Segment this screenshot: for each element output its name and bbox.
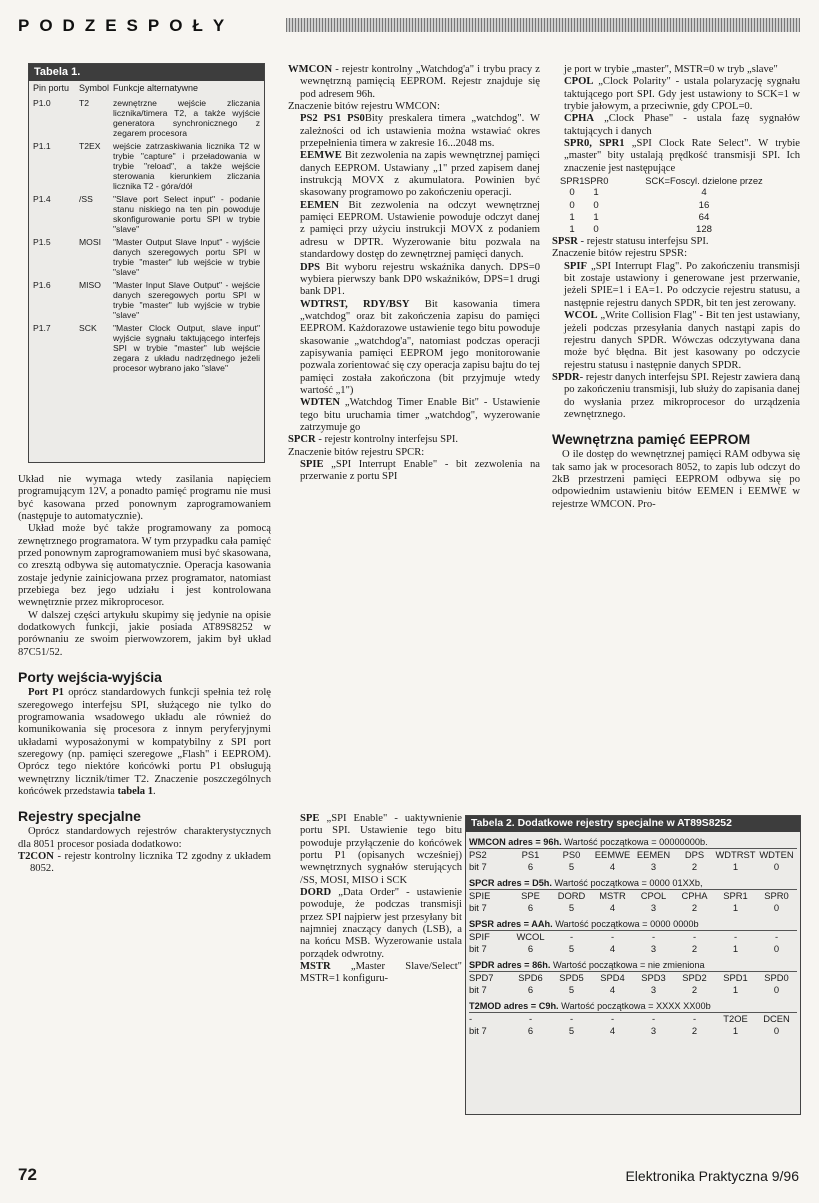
table-1-desc: "Master Output Slave Input" - wyjście danych szeregowych portu SPI w trybie "master" lub wejście w trybie "slave"	[113, 237, 260, 277]
table-1-pin: P1.0	[33, 98, 51, 108]
bit-number: 1	[732, 1025, 739, 1036]
bit-number: 0	[773, 943, 780, 954]
term: WDTRST, RDY/BSY	[300, 298, 410, 310]
bit-number: 6	[527, 1025, 534, 1036]
table-1-desc: "Master Input Slave Output" - wejście danych szeregowych portu SPI w trybie "master" lub wyjście w trybie "slave"	[113, 280, 260, 320]
paragraph	[288, 150, 540, 199]
term: EEMWE	[300, 150, 342, 162]
table-row	[29, 323, 264, 373]
spr-cell: 1	[569, 211, 575, 223]
table-row	[29, 194, 264, 234]
paragraph	[18, 687, 271, 798]
bit-number: bit 7	[469, 984, 487, 995]
text: Bit kasowania timera „watchdog" oraz bit zakończenia zapisu do pamięci EEPROM. Każdorazowe ustawienie tego bitu powoduje skasowanie „watchdog'a", natomiast podczas operacji zapisywania pamięci EEPROM jego monitorowanie pozwala zorientować się czy operacja zapisu bajtu do tej pamięci została zakończona (bit przyjmuje wtedy wartość „1")	[300, 298, 541, 396]
bit-number: bit 7	[469, 861, 487, 872]
paragraph	[288, 262, 540, 299]
table-1-pin: P1.6	[33, 280, 51, 290]
register-block-spcr	[469, 877, 797, 914]
bit-name: -	[692, 1013, 697, 1024]
spr-header-cell: SCK=Foscyl. dzielone przez	[645, 175, 763, 187]
paragraph	[288, 961, 462, 986]
table-1-header-pin: Pin portu	[33, 83, 70, 93]
paragraph	[288, 397, 540, 434]
spr-table-row	[560, 224, 800, 236]
register-bit-names	[469, 931, 797, 943]
table-row	[29, 280, 264, 320]
paragraph	[288, 64, 540, 101]
bit-number: 4	[609, 984, 616, 995]
bit-number: 0	[773, 861, 780, 872]
bit-number: bit 7	[469, 943, 487, 954]
article-column-2	[288, 64, 540, 484]
spr-header-cell: SPR1	[560, 175, 585, 187]
table-reference: tabela 1	[117, 785, 154, 797]
term: WCOL	[564, 310, 598, 322]
table-1-symbol: T2	[79, 98, 90, 108]
table-1-caption: Tabela 1.	[29, 64, 264, 81]
text: - rejestr statusu interfejsu SPI.	[577, 236, 709, 248]
bit-name: SPR0	[764, 890, 789, 901]
bit-number: 6	[527, 984, 534, 995]
register-init: Wartość początkowa = 00000000b.	[561, 837, 708, 847]
bit-name: T2OE	[723, 1013, 748, 1024]
text: Bity preskalera timera „watchdog". W zależności od ich ustawienia można wstawiać okres przepełnienia timera w zakresie 16...2048 ms.	[300, 113, 541, 150]
spr-cell: 128	[695, 223, 712, 235]
bit-name: MSTR	[599, 890, 626, 901]
register-bit-names	[469, 1013, 797, 1025]
paragraph	[552, 138, 800, 175]
text: „Clock Polarity" - ustala polaryzację sygnału taktującego port SPI. Gdy jest ustawiony to SCK=1 w trybie jałowym, a przeciwnie, gdy CPOL=0.	[564, 76, 800, 113]
text: Bit wyboru rejestru wskaźnika danych. DPS=0 wybiera pierwszy bank DP0 wskaźników, DPS=1 drugi bank DP1.	[300, 261, 540, 298]
term: CPOL	[564, 76, 594, 88]
bit-number: 0	[773, 1025, 780, 1036]
bit-number: 5	[568, 1025, 575, 1036]
register-heading	[469, 918, 797, 931]
paragraph: W dalszej części artykułu skupimy się jedynie na opisie dodatkowych funkcji, jakie posiada AT89S8252 w porównaniu ze swoim pierwowzorem, jakim był układ 87C51/52.	[18, 609, 271, 658]
paragraph	[552, 76, 800, 113]
text: - rejestr kontrolny licznika T2 zgodny z układem 8052.	[30, 850, 271, 875]
table-2	[465, 815, 801, 1115]
bit-number: 2	[691, 1025, 698, 1036]
bit-name: WDTRST	[715, 849, 756, 860]
bit-name: SPE	[521, 890, 540, 901]
bit-name: -	[651, 931, 656, 942]
text: „Master Slave/Select" MSTR=1 konfiguru-	[300, 961, 462, 985]
table-1-pin: P1.4	[33, 194, 51, 204]
text: „Data Order" - ustawienie powoduje, że podczas transmisji przez SPI najpierw jest przesyłany bit najmniej znaczący danych (LSB), a na końcu MSB. Wyzerowanie ustala porządek odwrotny.	[300, 887, 462, 960]
spr-table-header	[560, 175, 800, 187]
text: „SPI Interrupt Enable" - bit zezwolenia na przerwanie z portu SPI	[300, 459, 540, 483]
paragraph	[552, 261, 800, 310]
term: SPIE	[300, 459, 324, 470]
term: SPCR	[288, 434, 316, 446]
term: SPIF	[564, 260, 587, 272]
text: „SPI Enable" - uaktywnienie portu SPI. Ustawienie tego bitu powoduje przyłączenie do końcówek portu P1 (opisanych wcześniej) wewnętrznych sygnałów sterujących /SS, MOSI, MISO i SCK	[300, 813, 462, 886]
bit-name: PS0	[562, 849, 581, 860]
bit-name: CPOL	[640, 890, 667, 901]
bit-number: 1	[732, 943, 739, 954]
table-1-symbol: MOSI	[79, 237, 101, 247]
bit-name: DORD	[557, 890, 586, 901]
bit-number: 3	[650, 902, 657, 913]
register-block-t2mod	[469, 1000, 797, 1037]
spr-table-row	[560, 187, 800, 199]
register-bit-numbers	[469, 984, 797, 996]
register-bit-numbers	[469, 1025, 797, 1037]
bit-number: 6	[527, 861, 534, 872]
spr-cell: 0	[593, 223, 599, 235]
bit-number: 3	[650, 984, 657, 995]
register-bit-names	[469, 972, 797, 984]
text: „Watchdog Timer Enable Bit" - Ustawienie tego bitu uruchamia timer „watchdog", wyzerowanie zatrzymuje go	[300, 397, 540, 433]
spr-table-row	[560, 212, 800, 224]
bit-number: 3	[650, 943, 657, 954]
bit-name: DCEN	[763, 1013, 790, 1024]
paragraph: O ile dostęp do wewnętrznej pamięci RAM odbywa się tak samo jak w procesorach 8052, to zapis lub odczyt do 2kB przestrzeni pamięci EEPROM odbywa się po odpowiednim ustawieniu bitów EEMEN i EEMWE w rejestrze WMCON. Pro-	[552, 449, 800, 510]
bit-name: WCOL	[516, 931, 545, 942]
term: SPE	[300, 813, 320, 824]
bit-number: 2	[691, 943, 698, 954]
table-1-pin: P1.1	[33, 141, 51, 151]
term: SPSR	[552, 236, 578, 248]
bit-number: 4	[609, 943, 616, 954]
term: Port P1	[28, 687, 64, 699]
register-init: Wartość początkowa = XXXX XX00b	[558, 1001, 711, 1011]
paragraph	[18, 851, 271, 876]
term: DORD	[300, 887, 332, 899]
table-2-caption: Tabela 2. Dodatkowe rejestry specjalne w AT89S8252	[466, 816, 800, 832]
text: „SPI Interrupt Flag". Po zakończeniu transmisji bit zostaje ustawiony i generowane jest przerwanie, jeżeli SPIE=1 i EA=1. Po odczycie rejestru statusu, a następnie rejestru danych SPDR, bit ten jest zerowany.	[564, 260, 800, 309]
bit-name: -	[610, 1013, 615, 1024]
bit-number: 1	[732, 902, 739, 913]
spr-cell: 4	[701, 187, 707, 199]
spr-cell: 0	[569, 187, 575, 199]
text: Bit zezwolenia na odczyt wewnętrznej pamięci EEPROM. Ustawienie powoduje odczyt danej z pamięci przy użyciu instrukcji MOVX z podaniem adresu w DPTR. Wyzerowanie bitu pozwala na standardowy dostęp do zewnętrznej pamięci danych.	[300, 199, 540, 261]
register-block-wmcon	[469, 836, 797, 873]
article-column-1	[18, 474, 271, 876]
bit-name: SPD4	[600, 972, 625, 983]
bit-name: -	[469, 1013, 473, 1024]
bit-number: 2	[691, 861, 698, 872]
table-1-header-symbol: Symbol	[79, 83, 110, 93]
header-decorative-bar	[286, 18, 800, 32]
paragraph: Znaczenie bitów rejestru SPCR:	[288, 446, 425, 458]
register-block-spdr	[469, 959, 797, 996]
bit-name: -	[774, 931, 779, 942]
bit-name: SPD0	[764, 972, 789, 983]
term: WDTEN	[300, 397, 341, 409]
bit-name: SPIF	[469, 931, 490, 942]
bit-name: WDTEN	[759, 849, 794, 860]
text: „SPI Clock Rate Select". W trybie „master" bity ustalają prędkość transmisji SPI. Ich znaczenie jest następujące	[564, 138, 800, 174]
text: - rejestr kontrolny „Watchdog'a" i trybu pracy z wewnętrzną pamięcią EEPROM. Rejestr znajduje się pod adresem 96h.	[300, 64, 540, 100]
register-bit-names	[469, 890, 797, 902]
spr-cell: 16	[698, 199, 710, 211]
paragraph	[288, 113, 540, 150]
table-1-symbol: /SS	[79, 194, 93, 204]
spr-table-row	[560, 200, 800, 212]
table-row	[29, 237, 264, 277]
register-init: Wartość początkowa = 0000 01XXb,	[551, 878, 703, 888]
table-1	[28, 63, 265, 463]
table-1-pin: P1.7	[33, 323, 51, 333]
bit-number: 1	[732, 984, 739, 995]
bit-number: 5	[568, 943, 575, 954]
bit-name: SPD7	[469, 972, 494, 983]
bit-number: 5	[568, 861, 575, 872]
paragraph: Układ nie wymaga wtedy zasilania napięciem programującym 12V, a ponadto pamięć programu nie musi być kasowana przed ponownym zaprogramowaniem (następuje to automatycznie).	[18, 474, 271, 523]
bit-name: -	[733, 931, 738, 942]
paragraph: Oprócz standardowych rejestrów charakterystycznych dla 8051 procesor posiada dodatkowo:	[18, 826, 271, 850]
bit-number: 6	[527, 943, 534, 954]
register-init: Wartość początkowa = 0000 0000b	[552, 919, 699, 929]
text: „Clock Phase" - ustala fazę sygnałów taktujących i danych	[564, 113, 800, 137]
register-heading	[469, 1000, 797, 1013]
paragraph: Znaczenie bitów rejestru WMCON:	[288, 101, 440, 113]
paragraph	[288, 813, 462, 887]
table-1-symbol: SCK	[79, 323, 97, 333]
spr-cell: 64	[698, 211, 710, 223]
term: MSTR	[300, 961, 331, 973]
term: PS2 PS1 PS0	[300, 113, 365, 125]
table-1-desc: wejście zatrzaskiwania licznika T2 w trybie "capture" i przeładowania w trybie "reload", a także wejście sterowania kierunkiem zliczania licznika T2 - góra/dół	[113, 141, 260, 191]
bit-number: 3	[650, 861, 657, 872]
text: - rejestr kontrolny interfejsu SPI.	[315, 434, 459, 446]
paragraph	[552, 113, 800, 138]
term: SPDR	[552, 371, 580, 383]
paragraph	[552, 310, 800, 372]
bit-name: PS1	[521, 849, 540, 860]
bit-number: bit 7	[469, 1025, 487, 1036]
paragraph	[288, 299, 540, 398]
bit-number: 5	[568, 902, 575, 913]
register-address: SPDR adres = 86h.	[469, 960, 551, 970]
spr-cell: 1	[593, 211, 599, 223]
paragraph: je port w trybie „master", MSTR=0 w tryb „slave"	[564, 64, 778, 75]
section-heading-ports: Porty wejścia-wyjścia	[18, 669, 162, 686]
register-bit-names	[469, 849, 797, 861]
article-column-2-continued	[288, 813, 462, 986]
text: „Write Collision Flag" - Bit ten jest ustawiany, jeżeli podczas przesyłania danych nastąpi zapis do rejestru danych SPDR. Wówczas odczytywana dana może być błędna. Bit jest kasowany po odczycie rejestru statusu i następnie danych SPDR.	[564, 310, 800, 371]
register-address: SPSR adres = AAh.	[469, 919, 553, 929]
term: DPS	[300, 261, 321, 273]
paragraph: Znaczenie bitów rejestru SPSR:	[552, 248, 688, 260]
bit-number: 4	[609, 902, 616, 913]
article-column-3	[552, 64, 800, 511]
text: - rejestr danych interfejsu SPI. Rejestr zawiera daną po zakończeniu transmisji, lub służy do zapisania danej do wysłania przez mikroprocesor do urządzenia zewnętrznego.	[564, 371, 800, 420]
spr-cell: 0	[593, 199, 599, 211]
paragraph	[552, 372, 800, 421]
table-1-pin: P1.5	[33, 237, 51, 247]
term: SPR0, SPR1	[564, 138, 625, 150]
bit-name: SPIE	[469, 890, 491, 901]
term: CPHA	[564, 113, 595, 125]
page-number: 72	[18, 1165, 37, 1184]
register-address: SPCR adres = D5h.	[469, 878, 552, 888]
paragraph: Układ może być także programowany za pomocą zewnętrznego programatora. W tym przypadku cała pamięć przed ponownym zaprogramowaniem musi być skasowana, co zresztą odbywa się automatycznie. Operacja kasowania zostaje jedynie zainicjowana przez programator, natomiast przebiega bez jego udziału i jest kontrolowana wewnętrznie przez mikroprocesor.	[18, 523, 272, 609]
bit-number: 6	[527, 902, 534, 913]
bit-name: SPD2	[682, 972, 707, 983]
section-title: PODZESPOŁY	[18, 16, 235, 35]
table-1-desc: "Master Clock Output, slave input" wyjście sygnału taktującego interfejs SPI w trybie "master" lub wejście zegara z układu nadrzędnego jeżeli procesor wybrano jako "slave"	[113, 323, 260, 373]
spr-header-cell: SPR0	[584, 175, 609, 187]
bit-number: 4	[609, 861, 616, 872]
paragraph	[288, 887, 462, 961]
table-1-symbol: MISO	[79, 280, 101, 290]
table-1-desc: zewnętrzne wejście zliczania licznika/timera T2, a także wyjście generatora synchronicznego z zegarem procesora	[113, 98, 260, 138]
bit-name: -	[569, 931, 574, 942]
register-init: Wartość początkowa = nie zmieniona	[550, 960, 705, 970]
bit-name: PS2	[469, 849, 487, 860]
bit-number: 2	[691, 902, 698, 913]
bit-name: SPR1	[723, 890, 748, 901]
section-heading-registers: Rejestry specjalne	[18, 808, 141, 825]
bit-name: SPD6	[518, 972, 543, 983]
term: T2CON	[18, 850, 54, 862]
table-1-desc: "Slave port Select input" - podanie stanu niskiego na ten pin powoduje skonfigurowanie portu SPI w trybie "slave"	[113, 194, 260, 234]
text: .	[153, 785, 156, 797]
spr-cell: 0	[569, 199, 575, 211]
register-heading	[469, 877, 797, 890]
paragraph	[288, 459, 540, 484]
register-bit-numbers	[469, 943, 797, 955]
register-address: WMCON adres = 96h.	[469, 837, 562, 847]
register-bit-numbers	[469, 902, 797, 914]
bit-name: DPS	[684, 849, 705, 860]
magazine-issue: Elektronika Praktyczna 9/96	[625, 1168, 799, 1184]
bit-name: SPD1	[723, 972, 748, 983]
bit-number: 2	[691, 984, 698, 995]
bit-number: 4	[609, 1025, 616, 1036]
term: EEMEN	[300, 199, 339, 211]
table-1-header	[29, 81, 264, 95]
table-1-symbol: T2EX	[79, 141, 101, 151]
bit-number: 0	[773, 984, 780, 995]
section-heading-eeprom: Wewnętrzna pamięć EEPROM	[552, 431, 751, 448]
bit-number: 5	[568, 984, 575, 995]
bit-name: CPHA	[681, 890, 708, 901]
bit-name: EEMWE	[594, 849, 631, 860]
spr-cell: 1	[569, 223, 575, 235]
register-block-spsr	[469, 918, 797, 955]
register-address: T2MOD adres = C9h.	[469, 1001, 559, 1011]
bit-name: SPD5	[559, 972, 584, 983]
table-row	[29, 141, 264, 191]
bit-number: 0	[773, 902, 780, 913]
table-row	[29, 98, 264, 138]
bit-name: EEMEN	[636, 849, 671, 860]
paragraph	[288, 434, 540, 446]
text: oprócz standardowych funkcji spełnia też rolę szeregowego interfejsu SPI, służącego nie tylko do programowania wsadowego układu ale również do komunikowania się procesora z innym peryferyjnymi układami wyposażonymi w kompatybilny z SPI port szeregowy (np. pamięci szeregowe „Flash" i EEPROM). Oprócz tego niektóre końcówki portu P1 obsługują wewnętrzny licznik/timer T2. Znaczenie poszczególnych końcówek przedstawia	[18, 687, 271, 797]
register-heading	[469, 836, 797, 849]
bit-number: bit 7	[469, 902, 487, 913]
bit-name: -	[610, 931, 615, 942]
table-1-header-function: Funkcje alternatywne	[113, 83, 199, 93]
paragraph	[552, 236, 800, 248]
bit-name: -	[651, 1013, 656, 1024]
bit-name: -	[692, 931, 697, 942]
spr-cell: 1	[593, 187, 599, 199]
bit-name: -	[569, 1013, 574, 1024]
term: WMCON	[288, 64, 333, 75]
bit-name: -	[528, 1013, 533, 1024]
register-bit-numbers	[469, 861, 797, 873]
text: Bit zezwolenia na zapis wewnętrznej pamięci danych EEPROM. Ustawiany „1" przed zapisem danej instrukcją MOVX z akumulatora. Powinien być skasowany programowo po zakończeniu operacji.	[300, 150, 540, 199]
bit-number: 3	[650, 1025, 657, 1036]
bit-name: SPD3	[641, 972, 666, 983]
bit-number: 1	[732, 861, 739, 872]
paragraph	[288, 200, 540, 262]
register-heading	[469, 959, 797, 972]
